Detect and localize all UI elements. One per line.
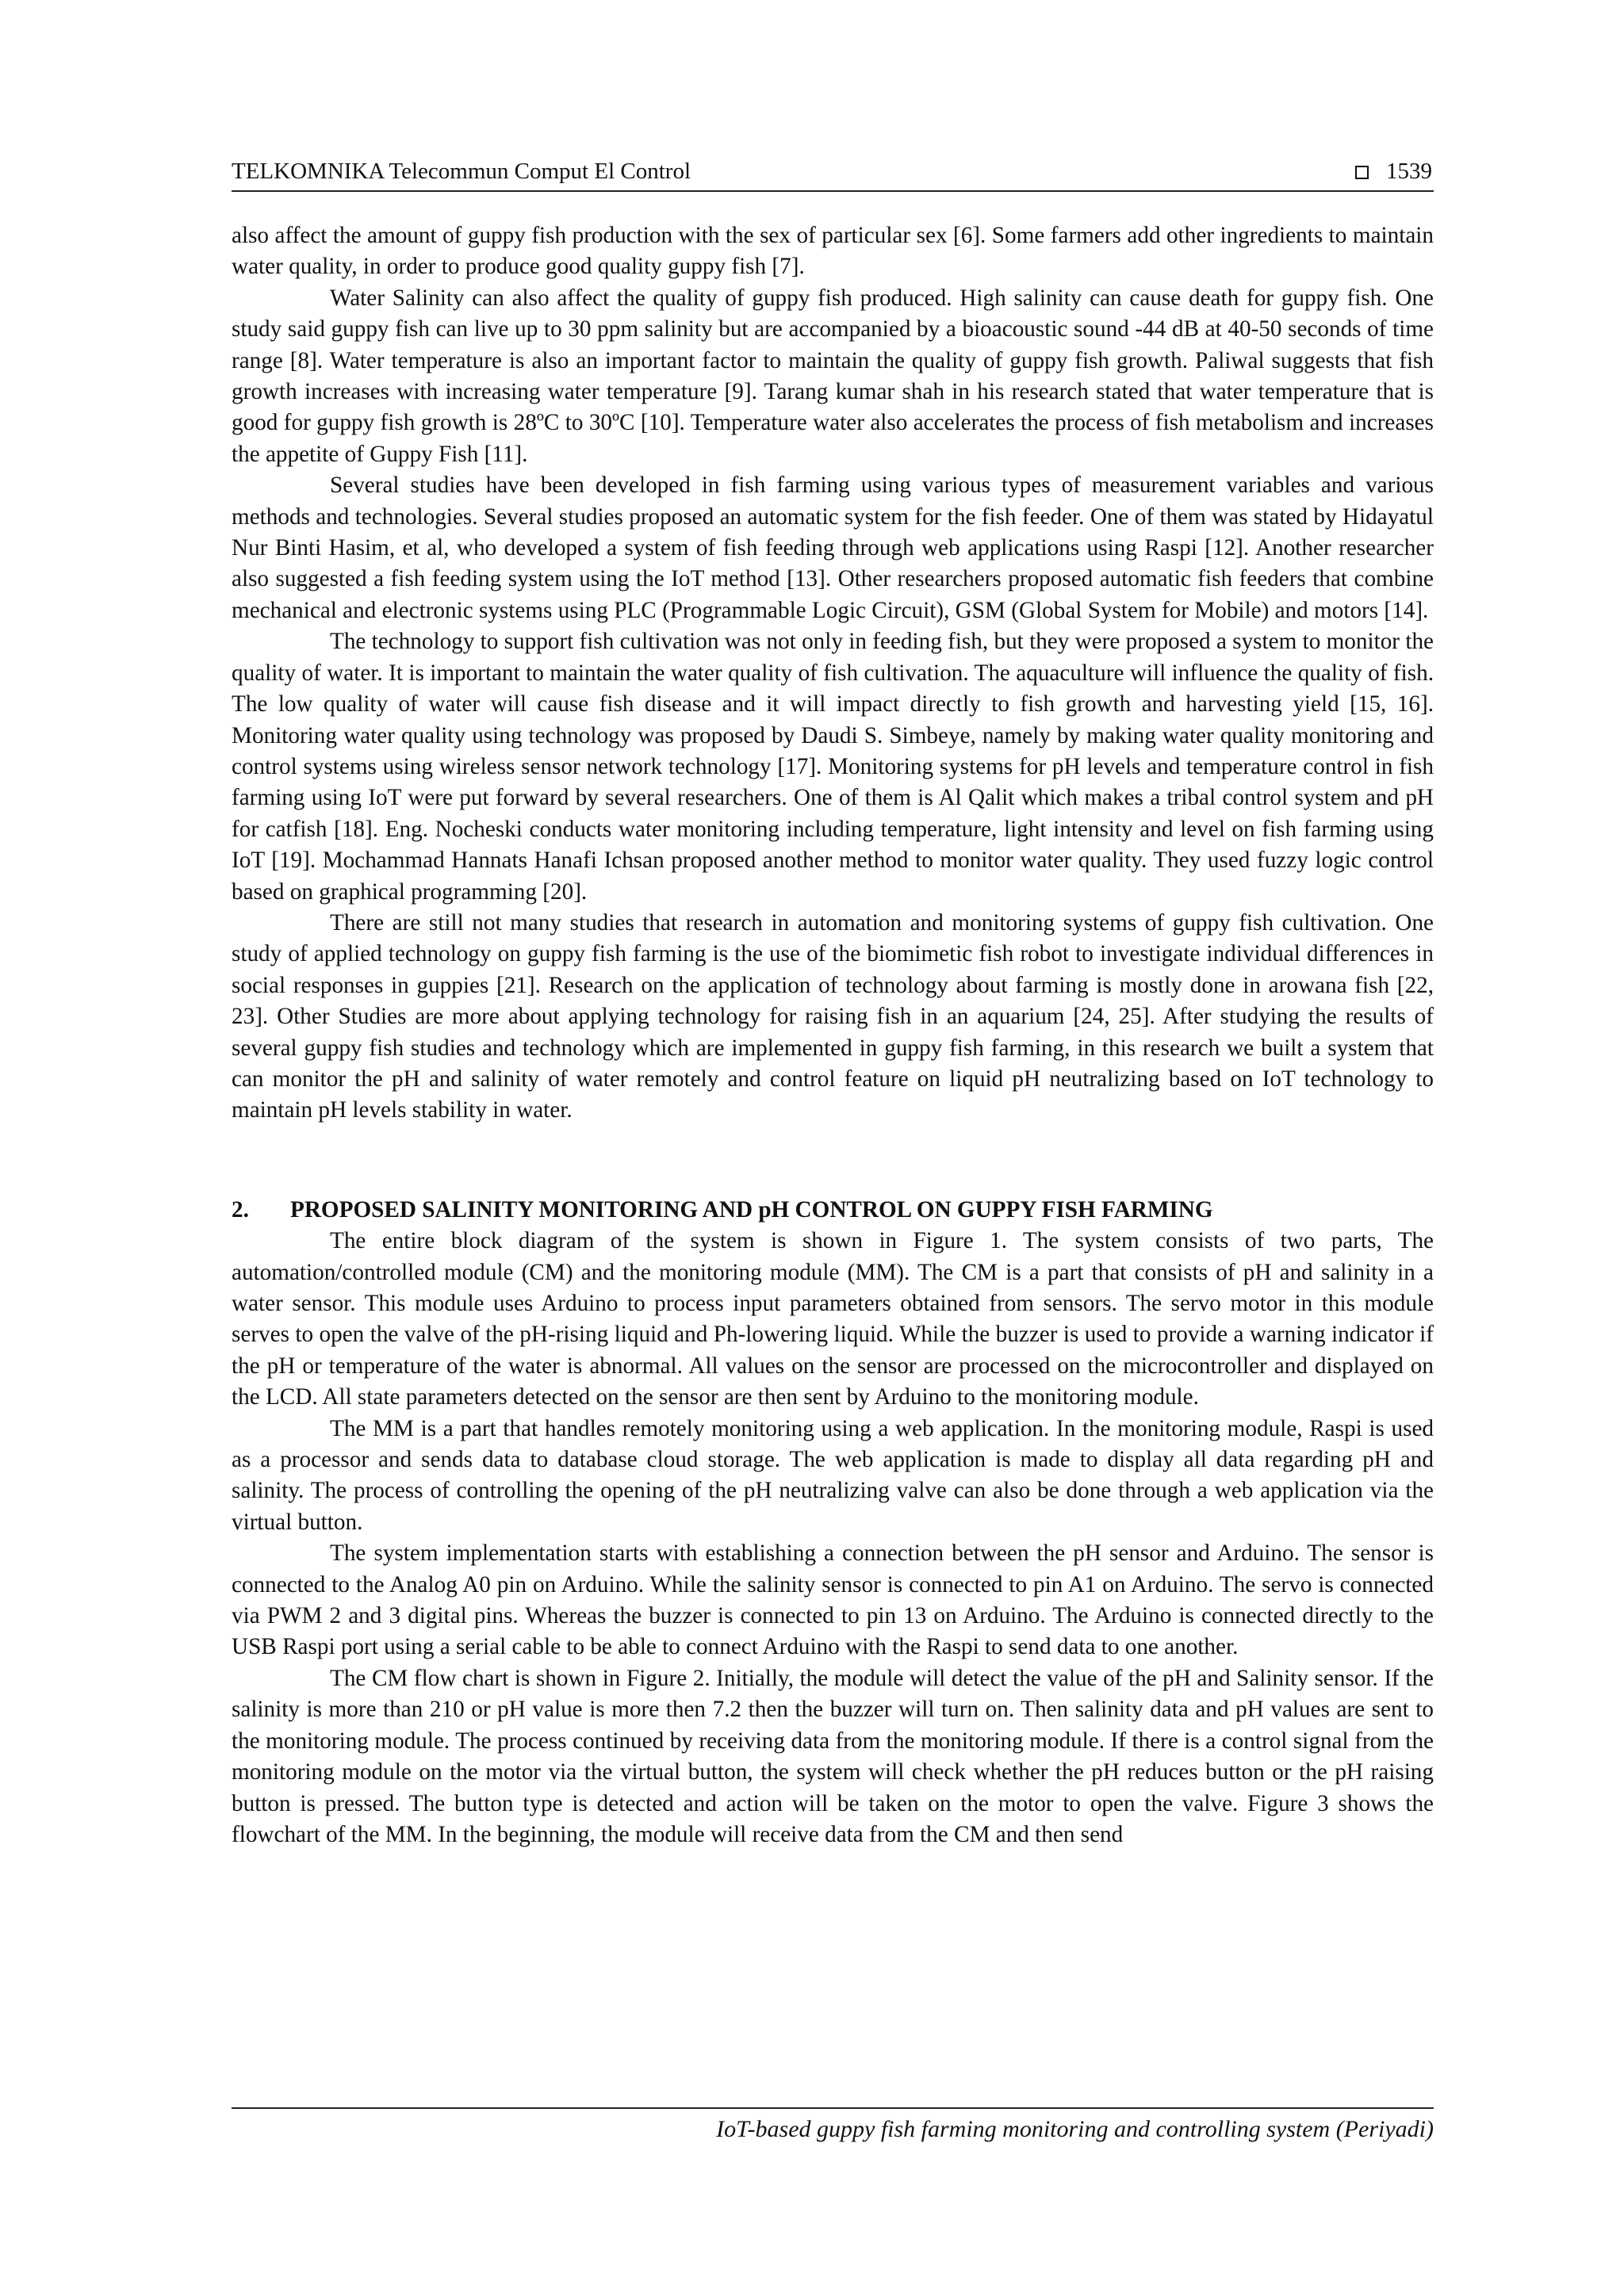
paragraph-continued: also affect the amount of guppy fish production with the sex of particular sex [6]. Some farmers add other ingredients to maintain water quality, in order to produce good quality guppy fish [7]. (232, 223, 1434, 280)
section-heading (232, 1195, 1434, 1226)
paragraph-cm-flowchart: The CM flow chart is shown in Figure 2. Initially, the module will detect the value of the pH and Salinity sensor. If the salinity is more than 210 or pH value is more then 7.2 then the buzzer will turn on. Then salinity data and pH values are sent to the monitoring module. The process continued by receiving data from the monitoring module. If there is a control signal from the monitoring module on the motor via the virtual button, the system will check whether the pH reduces button or the pH raising button is pressed. The button type is detected and action will be taken on the motor to open the valve. Figure 3 shows the flowchart of the MM. In the beginning, the module will receive data from the CM and then send (232, 1665, 1434, 1847)
running-title: IoT-based guppy fish farming monitoring and controlling system (Periyadi) (716, 2116, 1434, 2142)
page-number-group (1355, 155, 1432, 187)
paragraph-monitoring-module: The MM is a part that handles remotely monitoring using a web application. In the monitoring module, Raspi is used as a processor and sends data to database cloud storage. The web application is made to display all data regarding pH and salinity. The process of controlling the opening of the pH neutralizing valve can also be done through a web application via the virtual button. (232, 1415, 1434, 1535)
paragraph-salinity: Water Salinity can also affect the quality of guppy fish produced. High salinity can cause death for guppy fish. One study said guppy fish can live up to 30 ppm salinity but are accompanied by a bioacoustic sound -44 dB at 40-50 seconds of time range [8]. Water temperature is also an important factor to maintain the quality of guppy fish growth. Paliwal suggests that fish growth increases with increasing water temperature [9]. Tarang kumar shah in his research stated that water temperature that is good for guppy fish growth is 28ºC to 30ºC [10]. Temperature water also accelerates the process of fish metabolism and increases the appetite of Guppy Fish [11]. (232, 285, 1434, 467)
section-title: PROPOSED SALINITY MONITORING AND pH CONTROL ON GUPPY FISH FARMING (290, 1196, 1213, 1223)
page-number: 1539 (1386, 159, 1432, 184)
running-footer (232, 2107, 1434, 2145)
paragraph-fish-feeder: Several studies have been developed in fish farming using various types of measurement variables and various methods and technologies. Several studies proposed an automatic system for the fish feeder. One of them was stated by Hidayatul Nur Binti Hasim, et al, who developed a system of fish feeding through web applications using Raspi [12]. Another researcher also suggested a fish feeding system using the IoT method [13]. Other researchers proposed automatic fish feeders that combine mechanical and electronic systems using PLC (Programmable Logic Circuit), GSM (Global System for Mobile) and motors [14]. (232, 473, 1434, 623)
paragraph-implementation: The system implementation starts with establishing a connection between the pH sensor and Arduino. The sensor is connected to the Analog A0 pin on Arduino. While the salinity sensor is connected to pin A1 on Arduino. The servo is connected via PWM 2 and 3 digital pins. Whereas the buzzer is connected to pin 13 on Arduino. The Arduino is connected directly to the USB Raspi port using a serial cable to be able to connect Arduino with the Raspi to send data to one another. (232, 1540, 1434, 1660)
body-text (232, 220, 1434, 1850)
paragraph-guppy-technology: There are still not many studies that research in automation and monitoring systems of guppy fish cultivation. One study of applied technology on guppy fish farming is the use of the biomimetic fish robot to investigate individual differences in social responses in guppies [21]. Research on the application of technology about farming is mostly done in arowana fish [22, 23]. Other Studies are more about applying technology for raising fish in an aquarium [24, 25]. After studying the results of several guppy fish studies and technology which are implemented in guppy fish farming, in this research we built a system that can monitor the pH and salinity of water remotely and control feature on liquid pH neutralizing based on IoT technology to maintain pH levels stability in water. (232, 909, 1434, 1123)
section-number: 2. (232, 1196, 249, 1223)
running-header (232, 155, 1434, 192)
paragraph-block-diagram: The entire block diagram of the system is shown in Figure 1. The system consists of two parts, The automation/controlled module (CM) and the monitoring module (MM). The CM is a part that consists of pH and salinity in a water sensor. This module uses Arduino to process input parameters obtained from sensors. The servo motor in this module serves to open the valve of the pH-rising liquid and Ph-lowering liquid. While the buzzer is used to provide a warning indicator if the pH or temperature of the water is abnormal. All values on the sensor are processed on the microcontroller and displayed on the LCD. All state parameters detected on the sensor are then sent by Arduino to the monitoring module. (232, 1228, 1434, 1410)
paragraph-water-quality: The technology to support fish cultivation was not only in feeding fish, but they were proposed a system to monitor the quality of water. It is important to maintain the water quality of fish cultivation. The aquaculture will influence the quality of fish. The low quality of water will cause fish disease and it will impact directly to fish growth and harvesting yield [15, 16]. Monitoring water quality using technology was proposed by Daudi S. Simbeye, namely by making water quality monitoring and control systems using wireless sensor network technology [17]. Monitoring systems for pH levels and temperature control in fish farming using IoT were put forward by several researchers. One of them is Al Qalit which makes a tribal control system and pH for catfish [18]. Eng. Nocheski conducts water monitoring including temperature, light intensity and level on fish farming using IoT [19]. Mochammad Hannats Hanafi Ichsan proposed another method to monitor water quality. They used fuzzy logic control based on graphical programming [20]. (232, 629, 1434, 905)
square-bullet-icon (1355, 166, 1369, 179)
journal-name: TELKOMNIKA Telecommun Comput El Control (232, 159, 691, 184)
